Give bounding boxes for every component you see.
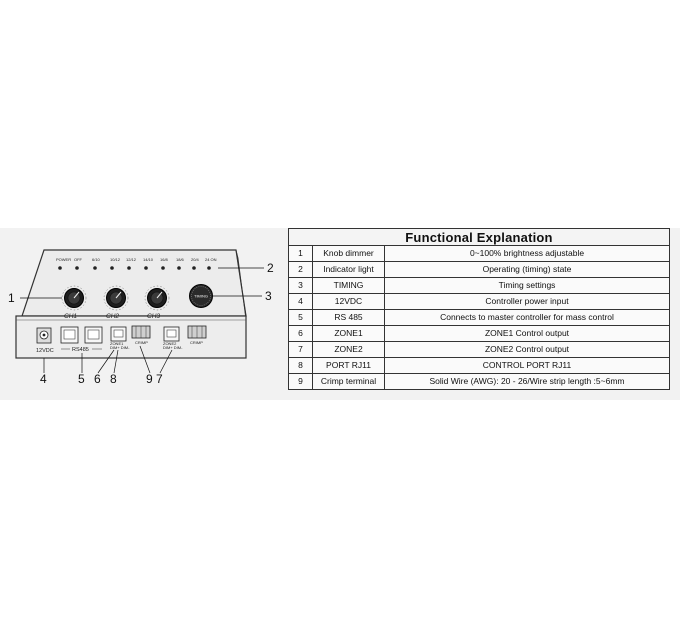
zone2-rj11-port[interactable]	[164, 327, 179, 341]
indicator-led	[93, 266, 97, 270]
row-description: ZONE2 Control output	[385, 342, 670, 358]
callout-9: 9	[146, 372, 153, 386]
rs485-port-a[interactable]	[61, 327, 78, 343]
row-number: 8	[289, 358, 313, 374]
indicator-led	[207, 266, 211, 270]
zone1-label: ZONE1	[110, 341, 124, 346]
row-description: Operating (timing) state	[385, 262, 670, 278]
row-name: ZONE2	[313, 342, 385, 358]
zone1-rj11-port[interactable]	[111, 327, 126, 341]
row-number: 1	[289, 246, 313, 262]
channel-label-ch2: CH2	[106, 313, 120, 320]
row-description: ZONE1 Control output	[385, 326, 670, 342]
zone2-label: ZONE2	[163, 341, 177, 346]
channel-label-ch3: CH3	[147, 313, 161, 320]
callout-2: 2	[267, 261, 274, 275]
row-description: Connects to master controller for mass control	[385, 310, 670, 326]
row-number: 2	[289, 262, 313, 278]
indicator-label: 20/4	[191, 257, 199, 262]
indicator-label: OFF	[74, 257, 82, 262]
zone1-crimp-terminal[interactable]	[132, 326, 150, 338]
row-name: PORT RJ11	[313, 358, 385, 374]
table-row	[289, 262, 670, 278]
indicator-led	[161, 266, 165, 270]
row-name: Crimp terminal	[313, 374, 385, 390]
row-number: 3	[289, 278, 313, 294]
callout-5: 5	[78, 372, 85, 386]
row-description: 0~100% brightness adjustable	[385, 246, 670, 262]
callout-4: 4	[40, 372, 47, 386]
controller-diagram	[0, 228, 286, 400]
rs485-port-b[interactable]	[85, 327, 102, 343]
table-row	[289, 326, 670, 342]
table-title-row	[289, 229, 670, 246]
table-row	[289, 310, 670, 326]
indicator-led	[127, 266, 131, 270]
table-row	[289, 246, 670, 262]
row-name: RS 485	[313, 310, 385, 326]
row-name: Knob dimmer	[313, 246, 385, 262]
indicator-label: 6/10	[92, 257, 100, 262]
row-number: 7	[289, 342, 313, 358]
table-row	[289, 342, 670, 358]
zone1-dim-label: DIM+ DIM-	[110, 345, 130, 350]
indicator-led	[144, 266, 148, 270]
row-number: 6	[289, 326, 313, 342]
row-number: 5	[289, 310, 313, 326]
row-number: 9	[289, 374, 313, 390]
zone2-dim-label: DIM+ DIM-	[163, 345, 183, 350]
row-name: ZONE1	[313, 326, 385, 342]
zone2-crimp-label: CRIMP	[190, 340, 203, 345]
indicator-led	[58, 266, 62, 270]
row-name: Indicator light	[313, 262, 385, 278]
row-description: Timing settings	[385, 278, 670, 294]
functional-explanation-table	[288, 228, 670, 390]
row-description: CONTROL PORT RJ11	[385, 358, 670, 374]
indicator-label: 14/10	[143, 257, 154, 262]
indicator-label: 12/12	[126, 257, 137, 262]
zone1-crimp-label: CRIMP	[135, 340, 148, 345]
channel-label-ch1: CH1	[64, 313, 78, 320]
indicator-led	[192, 266, 196, 270]
row-name: 12VDC	[313, 294, 385, 310]
callout-7: 7	[156, 372, 163, 386]
indicator-label: 16/8	[160, 257, 168, 262]
indicator-label: 24 ON	[205, 257, 217, 262]
timing-knob[interactable]	[190, 285, 213, 308]
indicator-led	[110, 266, 114, 270]
callout-6: 6	[94, 372, 101, 386]
indicator-label: 18/6	[176, 257, 184, 262]
indicator-led	[75, 266, 79, 270]
dc-jack[interactable]	[37, 328, 51, 343]
rs485-label: RS485	[72, 347, 89, 353]
table-title: Functional Explanation	[289, 229, 670, 246]
row-number: 4	[289, 294, 313, 310]
callout-1: 1	[8, 291, 15, 305]
table-row	[289, 294, 670, 310]
callout-8: 8	[110, 372, 117, 386]
row-name: TIMING	[313, 278, 385, 294]
table-row	[289, 358, 670, 374]
table-row	[289, 374, 670, 390]
timing-knob-label: TIMING	[194, 293, 208, 299]
row-description: Solid Wire (AWG): 20 - 26/Wire strip length :5~6mm	[385, 374, 670, 390]
row-description: Controller power input	[385, 294, 670, 310]
callout-3: 3	[265, 289, 272, 303]
indicator-label: POWER	[56, 257, 72, 262]
indicator-label: 10/12	[110, 257, 121, 262]
indicator-led	[177, 266, 181, 270]
zone2-crimp-terminal[interactable]	[188, 326, 206, 338]
dc-jack-label: 12VDC	[36, 348, 54, 354]
table-row	[289, 278, 670, 294]
